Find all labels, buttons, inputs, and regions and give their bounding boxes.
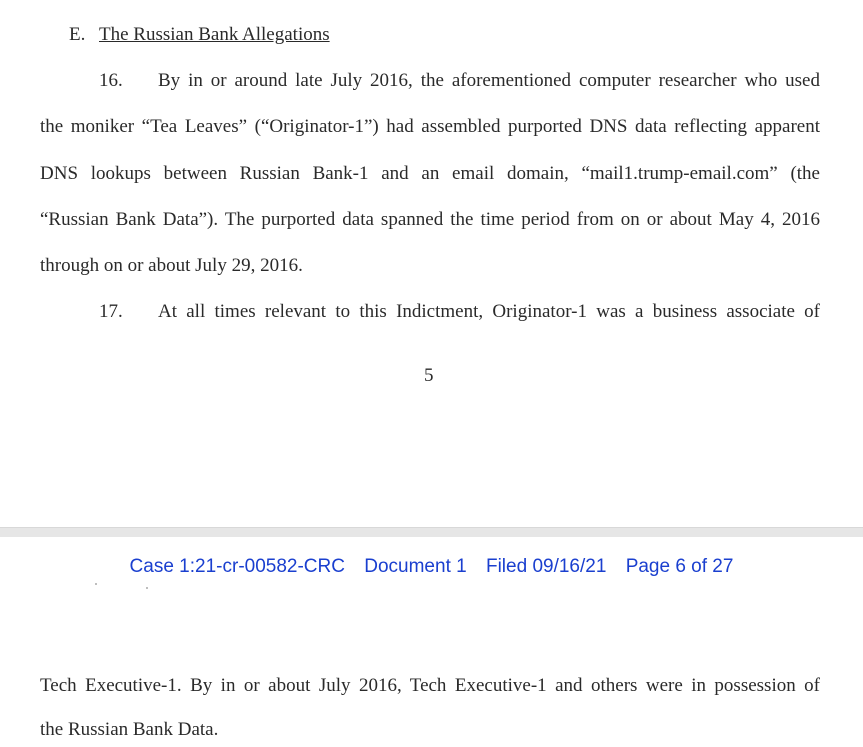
section-letter: E. [69, 24, 86, 45]
paragraph-number-17: 17. [99, 301, 123, 322]
page-number: 5 [424, 365, 434, 386]
paragraph-16-line-5: through on or about July 29, 2016. [40, 255, 303, 276]
scan-speck [95, 583, 97, 585]
paragraph-17-line-1: At all times relevant to this Indictment, Originator-1 was a business associate of [158, 301, 820, 322]
section-heading: The Russian Bank Allegations [99, 24, 330, 45]
scan-speck [146, 587, 148, 589]
paragraph-number-16: 16. [99, 70, 123, 91]
page-6-line-1: Tech Executive-1. By in or about July 2016, Tech Executive-1 and others were in possession of [40, 675, 820, 696]
case-header [0, 556, 863, 578]
page-count: Page 6 of 27 [625, 556, 734, 577]
paragraph-16-line-2: the moniker “Tea Leaves” (“Originator-1”) had assembled purported DNS data reflecting apparent [40, 116, 820, 137]
filed-date: Filed 09/16/21 [485, 556, 607, 577]
page-6-line-2: the Russian Bank Data. [40, 719, 219, 740]
paragraph-16-line-1: By in or around late July 2016, the aforementioned computer researcher who used [158, 70, 820, 91]
case-number: Case 1:21-cr-00582-CRC [129, 556, 345, 577]
document-number: Document 1 [364, 556, 467, 577]
paragraph-16-line-3: DNS lookups between Russian Bank-1 and an email domain, “mail1.trump-email.com” (the [40, 163, 820, 184]
paragraph-16-line-4: “Russian Bank Data”). The purported data spanned the time period from on or about May 4, 2016 [40, 209, 820, 230]
